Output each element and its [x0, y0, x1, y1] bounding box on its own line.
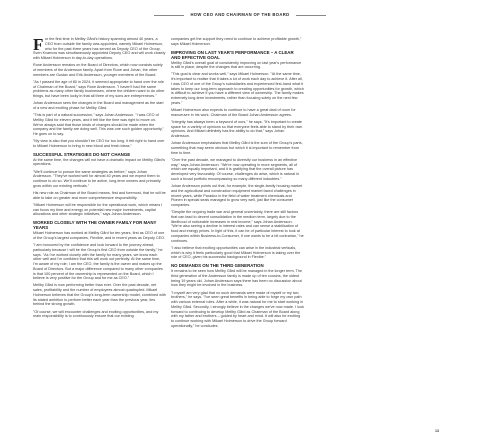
header-rule-left	[154, 15, 184, 16]
heading-text: IMPROVING ON LAST YEAR'S PERFORMANCE – A CLEAR AND EFFECTIVE GOAL	[171, 49, 294, 60]
section-heading	[33, 152, 166, 157]
section-heading	[33, 220, 166, 230]
paragraph-text: "I am honoured by the confidence and look forward to the journey ahead, particularly because I will be the Group's first CEO from outside the family," he says. "As I've worked closely with the family for many years, we know each other well and I'm confident that this will work out perfectly. At the same time, I'm aware of my role; I am the CEO, the family is the owner and makes up the Board of Directors. But a major difference compared to many other companies is that 100 percent of the ownership is represented on the Board, which I believe is very positive for the Group and for me as CEO."	[33, 243, 163, 281]
paragraph-text: Johan Andersson points out that, for example, the single-family housing market and the agricultural and construction equipment market faced challenges in recent years, while Paradox in the field of water treatment chemicals and Pionen in special seals managed to grow very well, just like the consumer companies.	[171, 184, 303, 208]
body-paragraph	[171, 120, 304, 139]
paragraph-text: Mikael Holmerson also expects to continue to have a great deal of room for manoeuvre in his work. Chairman of the Board Johan Andersson agrees.	[171, 108, 296, 117]
paragraph-text: "I myself am very glad that no such demands were made of myself or my two brothers," he says. "I've seen great benefits in being able to forge my own path with various external roles. After a while, it was natural for me to start working in Mellby Gård. Secondly, I strongly believe in the changes we've now made. I look forward to continuing to develop Mellby Gård as Chairman of the Board along with my father and brothers – guided by heart and mind. It will also be exciting to continue working with Mikael Holmerson to drive the Group forward operationally," he concludes.	[171, 290, 305, 328]
paragraph-text: Johan Andersson sees the changes in the Board and management as the start of a new and exciting phase for Mellby Gård.	[33, 101, 164, 110]
section-heading	[171, 50, 304, 60]
body-paragraph	[171, 158, 304, 182]
body-paragraph	[33, 158, 166, 168]
body-paragraph	[33, 34, 166, 61]
body-paragraph	[171, 210, 304, 243]
paragraph-text: or the first time in Mellby Gård's history spanning almost 40 years, a CEO from outside the family was appointed, namely Mikael Holmerson, who for the past three years has served as Deputy CEO of the Group. Sven Kvarnow was simultaneously appointed Deputy CEO and will work closely with Mikael Holmerson in day-to-day operations.	[33, 37, 166, 60]
body-paragraph	[171, 246, 304, 260]
body-paragraph	[33, 101, 166, 111]
paragraph-text: "This goal is clear and works well," says Mikael Holmerson. "At the same time, it's important to realise that it takes a lot of work each day to achieve it. After all, I was CEO of one of the Group's subsidiaries and experienced first-hand what it takes to keep our long-term approach to creating opportunities for growth, which is difficult to achieve if you have a different view of ownership. The family makes extremely long-term investments, rather than focusing solely on the next few years."	[171, 72, 304, 105]
body-paragraph	[33, 113, 166, 137]
body-paragraph	[171, 61, 304, 71]
paragraph-text: "Despite the ongoing trade war and general uncertainty, there are still factors that can lead to decent consolidation in the medium term, largely due to the likelihood of noticeable increases in real income," says Johan Andersson. "We're also seeing a decline in interest rates and can sense a stabilisation of food and energy prices. In light of this, it can be of particular interest to look at companies within Business-to-Consumer, if one wants to be a bit contrarian," he continues.	[171, 210, 304, 243]
page-number: 13	[435, 429, 439, 433]
paragraph-text: His new role as Chairman of the Board means, first and foremost, that he will be able to take on greater and more comprehensive responsibility.	[33, 190, 166, 200]
paragraph-text: "Of course, we will encounter challenges and exciting opportunities, and my main responsibility is to continuously ensure that our existing	[33, 309, 159, 319]
paragraph-text: "As I passed the age of 80 in 2024, it seemed appropriate to hand over the role of Chairman of the Board," says Rune Andersson. "I haven't had the same problems as many other family businesses, where the children want to do other things, but have been lucky in that all three of my sons are entrepreneurs."	[33, 79, 165, 99]
body-paragraph	[171, 291, 304, 329]
body-paragraph	[171, 37, 304, 47]
right-column	[171, 37, 304, 331]
body-paragraph	[171, 269, 304, 288]
body-paragraph	[33, 80, 166, 99]
body-paragraph	[33, 170, 166, 189]
body-paragraph	[33, 139, 166, 149]
body-paragraph	[171, 108, 304, 118]
left-column	[33, 34, 166, 321]
paragraph-text: "Over the past decade, we managed to diversify our business in an effective way," says Johan Andersson. "We're now operating in more segments, all of which are equally important, and it is gratifying that the overall picture has developed very favourably. Of course, challenges do arise, which is natural in such a broad portfolio encompassing so many different industries."	[171, 157, 300, 181]
paragraph-text: Mikael Holmerson has worked at Mellby Gård for ten years, first as CEO of one of the Group's largest companies, Flexible, and in recent years as Deputy CEO.	[33, 231, 166, 240]
heading-text: SUCCESSFUL STRATEGIES DO NOT CHANGE	[33, 151, 131, 157]
heading-text: WORKED CLOSELY WITH THE OWNER FAMILY FOR MANY YEARS	[33, 220, 157, 231]
body-paragraph	[171, 184, 304, 208]
body-paragraph	[33, 191, 166, 201]
heading-text: NO DEMANDS ON THE THIRD GENERATION	[171, 263, 264, 269]
page-header	[0, 12, 480, 17]
body-paragraph	[33, 63, 166, 77]
header-title: HOW CEO AND CHAIRMAN OF THE BOARD	[190, 12, 290, 17]
paragraph-text: companies get the support they need to continue to achieve profitable growth," says Mikael Holmerson.	[171, 37, 302, 46]
paragraph-text: "Integrity has always been a keyword of ours," he says. "It's important to create space for a variety of opinions so that everyone feels able to stand by their own opinions. And Mikael definitely has the ability to do that," says Johan Andersson.	[171, 119, 303, 139]
paragraph-text: Rune Andersson remains on the Board of Directors, which now consists solely of members of the Andersson family. Apart from Rune and Johan, the other members are Gustav and Erik Andersson, younger members of the Board.	[33, 63, 163, 77]
drop-cap: F	[33, 34, 44, 54]
body-paragraph	[33, 203, 166, 217]
paragraph-text: It remains to be seen how Mellby Gård will be managed in the longer term. The third generation of the Andersson family is made up of ten cousins, the oldest being 19 years old. Johan Andersson says there has been no discussion about how they might be involved in the business.	[171, 269, 303, 288]
section-heading	[171, 263, 304, 268]
body-paragraph	[33, 231, 166, 241]
paragraph-text: At the same time, the changes will not have a dramatic impact on Mellby Gård's operations.	[33, 157, 166, 167]
header-rule-right	[296, 15, 326, 16]
paragraph-text: Mellby Gård's overall goal of consistently improving on last year's performance is still in place, despite the changes that are occurring.	[171, 60, 302, 70]
paragraph-text: "My view is also that you shouldn't be CEO for too long. It felt right to hand over to Mikael Holmerson to bring in new blood and fresh ideas."	[33, 139, 165, 148]
paragraph-text: "We'll continue to pursue the same strategies as before," says Johan Andersson. "They've worked well for almost 40 years and we expect them to continue to do so. We'll continue to be active, long-term owners and primarily grow within our existing verticals."	[33, 169, 161, 188]
paragraph-text: Mellby Gård is now performing better than ever. Over the past decade, net sales, profitability and the number of employees almost quadrupled. Mikael Holmerson believes that the Group's long-term ownership model, combined with its stated ambition to perform better each year than the previous year, lies behind the strong growth.	[33, 283, 166, 307]
body-paragraph	[171, 72, 304, 105]
paragraph-text: Johan Andersson emphasises that Mellby Gård is the sum of the Group's parts, something that may seem obvious but which it is important to remember from time to time.	[171, 141, 303, 155]
body-paragraph	[33, 283, 166, 307]
paragraph-text: "This is part of a natural succession," says Johan Andersson. "I was CEO of Mellby Gård for eleven years, and it felt like the time was right to move on. We've always said that those kinds of changes should be made when the company and the family are doing well. This was one such golden opportunity," He goes on to say.	[33, 113, 164, 137]
body-paragraph	[171, 141, 304, 155]
paragraph-text: "Mikael Holmerson will be responsible for the operational work, which means I can focus my time and energy on potential new major investments, capital allocations and other strategic initiatives," says Johan Andersson.	[33, 202, 163, 217]
body-paragraph	[33, 243, 166, 281]
paragraph-text: "I also believe that exciting opportunities can arise in the industrial verticals, which is why it feels particularly good that Mikael Holmerson is taking over the role of CEO, given his successful background in Flexibe."	[171, 245, 301, 260]
body-paragraph	[33, 310, 166, 320]
